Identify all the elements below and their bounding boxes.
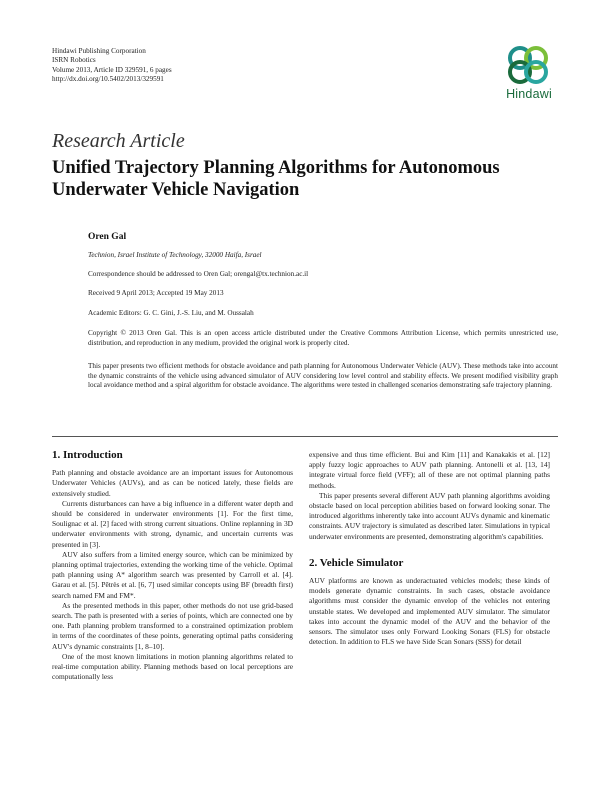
author-name: Oren Gal bbox=[88, 232, 127, 242]
paragraph: AUV platforms are known as underactuated vehicles models; these kinds of models generate dynamic constraints. In such cases, obstacle avoidance algorithms must consider the dynamic envelop of the vehicles not entering unstable states. We developed and implemented AUV simulator. The simulator takes into account the dynamic model of the AUV and the behavior of the sensors. The simulator uses only Forward Looking Sonars (FLS) for obstacle detection. In addition to FLS we have Side Scan Sonars (SSS) for detail bbox=[309, 576, 550, 647]
paragraph: One of the most known limitations in motion planning algorithms related to real-time computation ability. Planning methods based on local perceptions are computationally less bbox=[52, 651, 293, 682]
paragraph: As the presented methods in this paper, other methods do not use grid-based search. The path is presented with a series of points, which are connected one by one. Path planning problem transformed to a constrained optimization problem in terms of the coordinates of these points, generating optimal paths considering AUV's dynamic constraints [1, 8–10]. bbox=[52, 600, 293, 651]
copyright-notice: Copyright © 2013 Oren Gal. This is an open access article distributed under the Creative Commons Attribution License, which permits unrestricted use, distribution, and reproduction in any medium, provided the original work is properly cited. bbox=[88, 329, 558, 347]
right-column bbox=[309, 450, 550, 647]
paragraph: This paper presents several different AUV path planning algorithms avoiding obstacle based on local perception abilities based on forward looking sonar. The introduced algorithms inherently take into account AUVs dynamic and kinematic constraints. AUV trajectory is simulated as described later. Simulations in typical underwater environments are presented, demonstrating algorithm's capabilities. bbox=[309, 490, 550, 541]
publisher-line: Hindawi Publishing Corporation bbox=[52, 47, 146, 55]
section-heading: 2. Vehicle Simulator bbox=[309, 556, 404, 569]
title-line: Unified Trajectory Planning Algorithms for Autonomous bbox=[52, 158, 500, 178]
article-type: Research Article bbox=[52, 130, 185, 152]
affiliation: Technion, Israel Institute of Technology, 32000 Haifa, Israel bbox=[88, 251, 262, 259]
left-column bbox=[52, 450, 293, 682]
title-line: Underwater Vehicle Navigation bbox=[52, 180, 300, 200]
correspondence: Correspondence should be addressed to Oren Gal; orengal@tx.technion.ac.il bbox=[88, 270, 309, 278]
abstract: This paper presents two efficient methods for obstacle avoidance and path planning for Autonomous Underwater Vehicle (AUV). These methods take into account the dynamic constraints of the vehicle using advanced simulator of AUV considering low level control and stability effects. We present modified visibility graph local avoidance method and a spiral algorithm for obstacle avoidance. The algorithms were tested in challenged scenarios demonstrating safe trajectory planning. bbox=[88, 362, 558, 390]
paragraph: AUV also suffers from a limited energy source, which can be minimized by planning optimal trajectories, extending the working time of the vehicle. Optimal path planning using A* algorithm search was presented by Carroll et al. [4]. Garau et al. [5]. Pêtrès et al. [6, 7] used similar concepts using BF (breadth first) search named FM and FM*. bbox=[52, 549, 293, 600]
doi-link[interactable]: http://dx.doi.org/10.5402/2013/329591 bbox=[52, 74, 164, 83]
section-heading: 1. Introduction bbox=[52, 449, 123, 461]
volume-line: Volume 2013, Article ID 329591, 6 pages bbox=[52, 65, 172, 74]
journal-name: ISRN Robotics bbox=[52, 56, 96, 65]
academic-editors: Academic Editors: G. C. Gini, J.-S. Liu, and M. Oussalah bbox=[88, 309, 254, 317]
journal-header bbox=[52, 47, 172, 84]
hindawi-logo-text: Hindawi bbox=[506, 87, 552, 101]
paper-title bbox=[52, 157, 552, 201]
paragraph: expensive and thus time efficient. Bui and Kim [11] and Kanakakis et al. [12] apply fuzzy logic approaches to AUV path planning. Antonelli et al. [13, 14] integrate virtual force field (VFF); all of these are not optimal planning paths methods. bbox=[309, 450, 550, 490]
section-divider bbox=[52, 436, 558, 437]
paragraph: Currents disturbances can have a big influence in a different water depth and should be considered in underwater environments [1]. For the first time, Soulignac et al. [2] faced with strong current situations. Online replanning in 3D underwater environments with strong, dynamic, and uncertain currents was presented in [3]. bbox=[52, 498, 293, 549]
paragraph: Path planning and obstacle avoidance are an important issues for Autonomous Underwater Vehicles (AUVs), and as can be noticed lately, these fields are extensively studied. bbox=[52, 468, 293, 498]
received-accepted-dates: Received 9 April 2013; Accepted 19 May 2013 bbox=[88, 289, 224, 297]
